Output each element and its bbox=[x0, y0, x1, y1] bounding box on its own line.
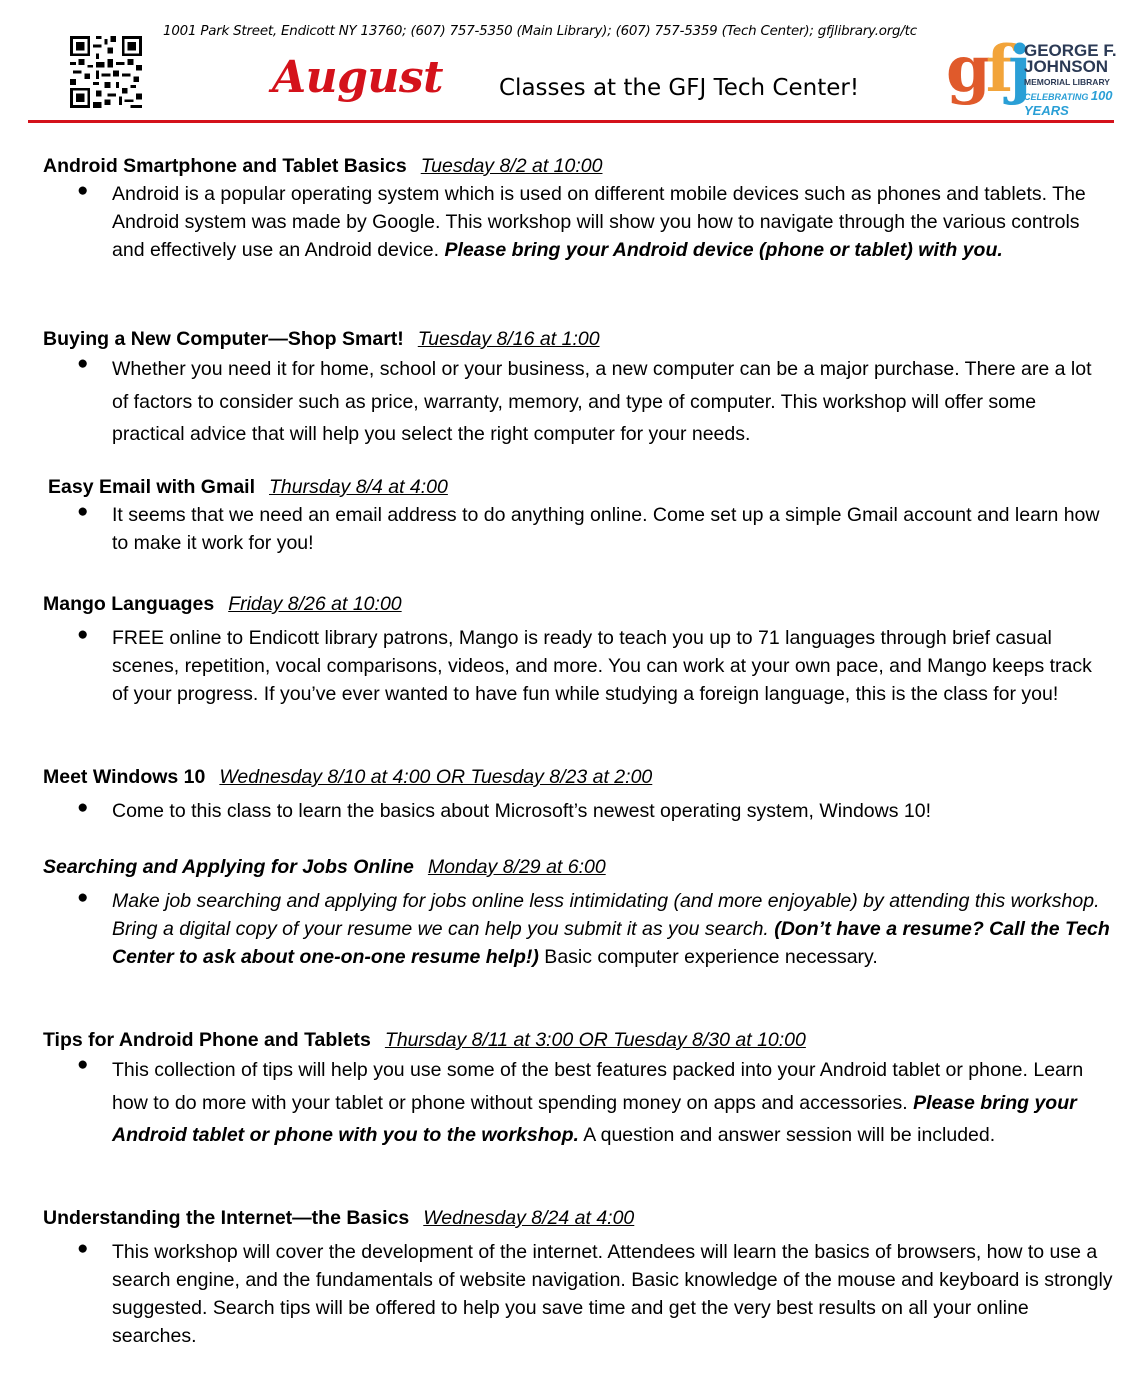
class-internet-basics bbox=[43, 1204, 1113, 1350]
month-title: August bbox=[272, 52, 443, 103]
class-schedule: Wednesday 8/24 at 4:00 bbox=[423, 1207, 635, 1229]
page-subtitle: Classes at the GFJ Tech Center! bbox=[499, 75, 860, 101]
class-title: Android Smartphone and Tablet Basics bbox=[43, 155, 407, 177]
bullet-icon: ● bbox=[77, 353, 89, 374]
bullet-icon: ● bbox=[77, 501, 89, 522]
class-easy-email bbox=[48, 473, 1118, 557]
class-schedule: Wednesday 8/10 at 4:00 OR Tuesday 8/23 at 2:00 bbox=[219, 766, 653, 788]
header-divider bbox=[28, 120, 1114, 123]
class-description: This workshop will cover the development of the internet. Attendees will learn the basics of browsers, how to use a search engine, and the fundamentals of website navigation. Basic knowledge of the mouse and keyboard is strongly suggested. Search tips will be offered to help you save time and get the very best results on all your online searches. bbox=[112, 1241, 1113, 1347]
class-android-tips bbox=[43, 1026, 1113, 1152]
class-title: Searching and Applying for Jobs Online bbox=[43, 856, 414, 878]
class-windows-10 bbox=[43, 763, 1113, 825]
class-title: Meet Windows 10 bbox=[43, 766, 206, 788]
class-jobs-online bbox=[43, 853, 1113, 971]
class-schedule: Tuesday 8/2 at 10:00 bbox=[420, 155, 603, 177]
class-schedule: Thursday 8/4 at 4:00 bbox=[269, 476, 448, 498]
class-description: Android is a popular operating system which is used on different mobile devices such as phones and tablets. The Android system was made by Google. This workshop will show you how to navigate through the various controls and effectively use an Android device. Please bring your Android device (phone or tablet) with you. bbox=[112, 183, 1086, 261]
gfj-logo-letters: gfj bbox=[946, 32, 1027, 107]
bullet-icon: ● bbox=[77, 1054, 89, 1075]
class-description: Come to this class to learn the basics about Microsoft’s newest operating system, Windows 10! bbox=[112, 800, 932, 822]
class-description: Whether you need it for home, school or your business, a new computer can be a major purchase. There are a lot of factors to consider such as price, warranty, memory, and type of computer. This workshop will offer some practical advice that will help you select the right computer for your needs. bbox=[112, 358, 1092, 445]
class-schedule: Tuesday 8/16 at 1:00 bbox=[417, 328, 600, 350]
class-buying-computer bbox=[43, 325, 1113, 451]
library-address: 1001 Park Street, Endicott NY 13760; (607) 757-5350 (Main Library); (607) 757-5359 (Tech Center); gfjlibrary.org/tc bbox=[163, 24, 917, 39]
bullet-icon: ● bbox=[77, 624, 89, 645]
class-schedule: Thursday 8/11 at 3:00 OR Tuesday 8/30 at 10:00 bbox=[384, 1029, 806, 1051]
logo-line-celebrating: CELEBRATING 100 YEARS bbox=[1024, 88, 1113, 118]
logo-line-johnson: JOHNSON bbox=[1024, 57, 1109, 76]
bullet-icon: ● bbox=[77, 1238, 89, 1259]
class-android-basics bbox=[43, 152, 1113, 264]
class-schedule: Friday 8/26 at 10:00 bbox=[228, 593, 402, 615]
qr-code-icon[interactable] bbox=[70, 36, 142, 108]
bullet-icon: ● bbox=[77, 797, 89, 818]
class-title: Easy Email with Gmail bbox=[48, 476, 255, 498]
class-schedule: Monday 8/29 at 6:00 bbox=[427, 856, 606, 878]
bullet-icon: ● bbox=[77, 887, 89, 908]
class-title: Buying a New Computer—Shop Smart! bbox=[43, 328, 404, 350]
class-description: Make job searching and applying for jobs online less intimidating (and more enjoyable) by attending this workshop. Bring a digital copy of your resume we can help you submit it as you search. (Don’t have a resume? Call the Tech Center to ask about one-on-one resume help!) Basic computer experience necessary. bbox=[112, 890, 1110, 968]
class-description: FREE online to Endicott library patrons, Mango is ready to teach you up to 71 languages through brief casual scenes, repetition, vocal comparisons, videos, and more. You can work at your own pace, and Mango keeps track of your progress. If you’ve ever wanted to have fun while studying a foreign language, this is the class for you! bbox=[112, 627, 1092, 705]
class-title: Understanding the Internet—the Basics bbox=[43, 1207, 410, 1229]
class-title: Mango Languages bbox=[43, 593, 215, 615]
logo-line-george: GEORGE F. bbox=[1024, 41, 1117, 60]
logo-line-memorial: MEMORIAL LIBRARY bbox=[1024, 77, 1110, 87]
class-description: It seems that we need an email address to do anything online. Come set up a simple Gmail account and learn how to make it work for you! bbox=[112, 504, 1100, 554]
class-title: Tips for Android Phone and Tablets bbox=[43, 1029, 371, 1051]
class-description: This collection of tips will help you use some of the best features packed into your Android tablet or phone. Learn how to do more with your tablet or phone without spending money on apps and accessories. Please bring your Android tablet or phone with you to the workshop. A question and answer session will be included. bbox=[112, 1059, 1084, 1146]
library-logo[interactable] bbox=[946, 32, 1128, 118]
bullet-icon: ● bbox=[77, 180, 89, 201]
class-mango-languages bbox=[43, 590, 1113, 708]
